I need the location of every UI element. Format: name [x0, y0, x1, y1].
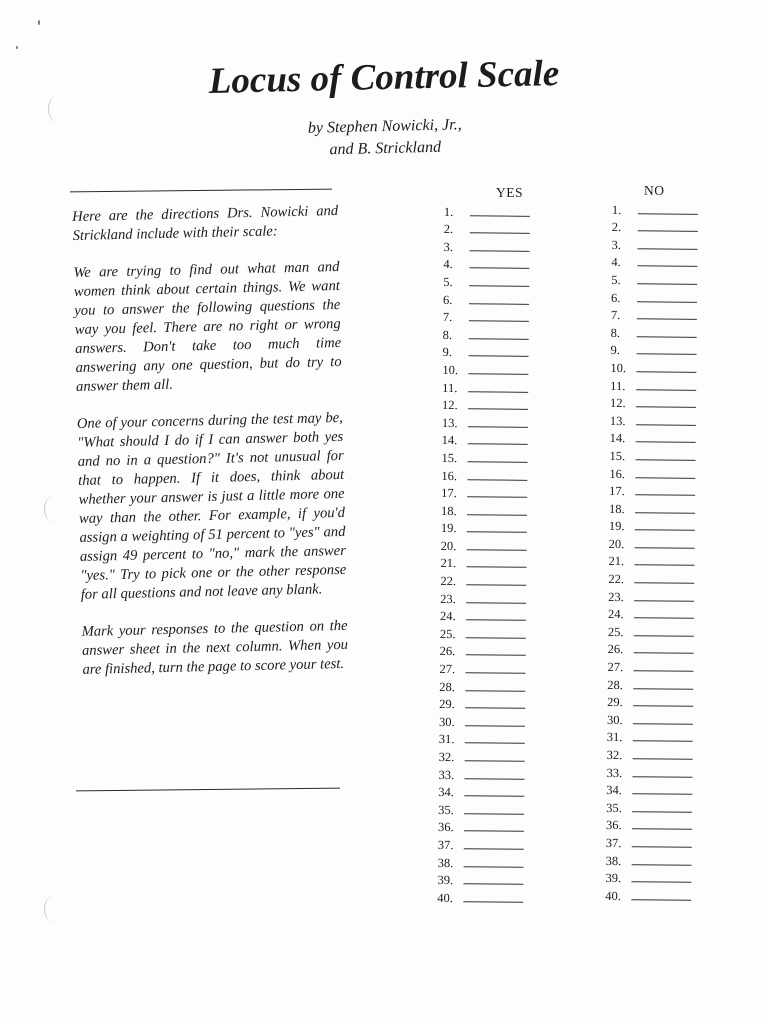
no-answer-column	[605, 200, 698, 905]
punch-hole-mark	[44, 496, 63, 522]
no-answer-blank[interactable]	[633, 758, 693, 760]
directions-text	[72, 202, 349, 698]
yes-answer-row	[438, 800, 524, 818]
no-answer-blank[interactable]	[637, 301, 697, 303]
no-answer-blank[interactable]	[638, 230, 698, 232]
yes-answer-blank[interactable]	[468, 444, 528, 446]
no-answer-blank[interactable]	[637, 318, 697, 320]
question-number: 1.	[611, 202, 622, 217]
question-number: 13.	[441, 415, 458, 430]
no-answer-blank[interactable]	[636, 459, 696, 461]
no-answer-blank[interactable]	[631, 899, 691, 901]
yes-answer-row	[438, 853, 524, 871]
question-number: 1.	[443, 204, 454, 219]
yes-answer-blank[interactable]	[465, 725, 525, 727]
no-answer-blank[interactable]	[634, 565, 694, 567]
yes-answer-row	[440, 624, 526, 642]
no-answer-blank[interactable]	[636, 406, 696, 408]
yes-answer-blank[interactable]	[469, 356, 529, 358]
question-number: 18.	[440, 503, 457, 518]
no-answer-row	[610, 376, 696, 394]
no-answer-row	[608, 552, 694, 570]
question-number: 3.	[443, 239, 454, 254]
no-answer-row	[605, 886, 691, 904]
yes-answer-blank[interactable]	[469, 268, 529, 270]
scan-speck	[38, 20, 40, 25]
directions-intro: Here are the directions Drs. Nowicki and Strickland include with their scale:	[72, 202, 339, 244]
no-answer-row	[611, 270, 697, 288]
no-answer-blank[interactable]	[634, 653, 694, 655]
question-number: 38.	[605, 853, 622, 868]
no-answer-row	[612, 218, 698, 236]
no-answer-blank[interactable]	[632, 864, 692, 866]
question-number: 28.	[607, 677, 624, 692]
yes-answer-row	[444, 202, 530, 220]
question-number: 10.	[610, 360, 627, 376]
question-number: 14.	[441, 433, 458, 448]
question-number: 25.	[607, 624, 624, 639]
question-number: 35.	[606, 800, 622, 815]
question-number: 5.	[611, 272, 621, 288]
question-number: 15.	[609, 448, 626, 464]
yes-answer-blank[interactable]	[469, 303, 529, 305]
no-answer-blank[interactable]	[635, 530, 695, 532]
question-number: 30.	[438, 714, 455, 729]
question-number: 11.	[610, 378, 626, 393]
no-answer-blank[interactable]	[633, 670, 693, 672]
yes-answer-blank[interactable]	[463, 883, 523, 885]
yes-answer-row	[441, 501, 527, 519]
yes-answer-blank[interactable]	[465, 690, 525, 692]
yes-answer-blank[interactable]	[468, 461, 528, 463]
yes-answer-blank[interactable]	[467, 532, 527, 534]
no-answer-row	[611, 288, 697, 306]
yes-answer-blank[interactable]	[466, 637, 526, 639]
question-number: 39.	[605, 871, 622, 886]
no-answer-blank[interactable]	[634, 582, 694, 584]
question-number: 34.	[438, 785, 455, 800]
no-answer-row	[611, 253, 697, 271]
yes-answer-column	[437, 202, 530, 907]
no-answer-blank[interactable]	[638, 248, 698, 250]
yes-answer-blank[interactable]	[464, 831, 524, 833]
yes-answer-blank[interactable]	[465, 707, 525, 709]
yes-answer-blank[interactable]	[468, 426, 528, 428]
question-number: 4.	[611, 255, 621, 270]
no-answer-row	[609, 481, 695, 499]
yes-answer-row	[442, 343, 528, 361]
yes-answer-row	[443, 308, 529, 326]
no-answer-row	[607, 675, 693, 693]
no-answer-row	[608, 605, 694, 623]
yes-answer-blank[interactable]	[465, 672, 525, 674]
yes-column-header: YES	[496, 185, 524, 200]
question-number: 13.	[609, 413, 626, 428]
yes-answer-row	[442, 431, 528, 449]
question-number: 6.	[442, 292, 453, 307]
no-answer-row	[605, 869, 691, 887]
question-number: 24.	[439, 609, 456, 624]
yes-answer-row	[441, 519, 527, 537]
question-number: 40.	[605, 888, 622, 903]
yes-answer-row	[438, 818, 524, 836]
yes-answer-row	[443, 237, 529, 255]
no-answer-row	[611, 235, 697, 253]
yes-answer-blank[interactable]	[467, 479, 527, 481]
question-number: 17.	[609, 484, 625, 499]
no-answer-blank[interactable]	[637, 354, 697, 356]
question-number: 27.	[607, 660, 624, 675]
yes-answer-blank[interactable]	[470, 215, 530, 217]
punch-hole-mark	[48, 96, 67, 122]
yes-answer-blank[interactable]	[469, 285, 529, 287]
yes-answer-row	[441, 536, 527, 554]
no-answer-row	[607, 745, 693, 763]
yes-answer-row	[437, 871, 523, 889]
question-number: 2.	[611, 220, 622, 235]
question-number: 31.	[606, 730, 623, 745]
no-answer-blank[interactable]	[632, 811, 692, 813]
question-number: 6.	[610, 290, 621, 305]
no-answer-row	[609, 499, 695, 517]
no-answer-blank[interactable]	[633, 723, 693, 725]
yes-answer-blank[interactable]	[466, 567, 526, 569]
question-number: 29.	[607, 695, 623, 710]
directions-paragraph-1: We are trying to find out what man and women think about certain things. We want you to answer the following questions the way you feel. There are no right or wrong answers. Don't take too much time answering any one question, but do try to answer them all.	[73, 258, 342, 395]
yes-answer-row	[441, 448, 527, 466]
question-number: 33.	[438, 767, 455, 782]
yes-answer-row	[442, 413, 528, 431]
yes-answer-row	[443, 272, 529, 290]
question-number: 3.	[611, 237, 622, 252]
no-answer-blank[interactable]	[637, 266, 697, 268]
yes-answer-blank[interactable]	[467, 514, 527, 516]
question-number: 33.	[606, 765, 623, 780]
question-number: 23.	[608, 589, 624, 604]
yes-answer-row	[439, 659, 525, 677]
yes-answer-row	[443, 290, 529, 308]
question-number: 7.	[610, 308, 621, 323]
yes-answer-blank[interactable]	[468, 408, 528, 410]
yes-answer-row	[442, 360, 528, 378]
directions-paragraph-3: Mark your responses to the question on the answer sheet in the next column. When you are finished, turn the page to score your test.	[81, 617, 349, 678]
yes-answer-blank[interactable]	[466, 602, 526, 604]
question-number: 21.	[608, 554, 625, 569]
question-number: 8.	[442, 327, 453, 342]
no-answer-row	[608, 569, 694, 587]
question-number: 36.	[437, 820, 454, 835]
yes-answer-row	[439, 712, 525, 730]
yes-answer-blank[interactable]	[466, 584, 526, 586]
yes-answer-row	[440, 571, 526, 589]
no-answer-blank[interactable]	[632, 793, 692, 795]
question-number: 25.	[439, 626, 456, 641]
no-answer-blank[interactable]	[636, 371, 696, 373]
yes-answer-row	[439, 747, 525, 765]
question-number: 5.	[443, 274, 453, 290]
question-number: 23.	[440, 591, 456, 606]
yes-answer-blank[interactable]	[464, 866, 524, 868]
no-answer-row	[609, 517, 695, 535]
no-answer-row	[606, 833, 692, 851]
yes-answer-blank[interactable]	[463, 901, 523, 903]
byline-author-2: and B. Strickland	[329, 138, 442, 159]
question-number: 7.	[442, 310, 453, 325]
yes-answer-row	[438, 765, 524, 783]
no-answer-blank[interactable]	[635, 494, 695, 496]
no-answer-blank[interactable]	[635, 512, 695, 514]
yes-answer-blank[interactable]	[468, 391, 528, 393]
no-answer-blank[interactable]	[633, 741, 693, 743]
question-number: 9.	[442, 345, 452, 360]
yes-answer-row	[440, 589, 526, 607]
no-answer-blank[interactable]	[638, 213, 698, 215]
directions-paragraph-2: One of your concerns during the test may be, "What should I do if I can answer both yes and no in a question?" It's not unusual for that to happen. If it does, think about whether your answer is just a little more one way than the other. For example, if you'd assign a weighting of 51 percent to "yes" and assign 49 percent to "no," mark the answer "yes." Try to pick one or the other response for all questions and not leave any blank.	[76, 409, 347, 603]
yes-answer-row	[438, 783, 524, 801]
question-number: 12.	[609, 396, 626, 411]
question-number: 31.	[438, 732, 455, 747]
question-number: 20.	[608, 536, 625, 552]
yes-answer-blank[interactable]	[469, 320, 529, 322]
question-number: 30.	[606, 712, 623, 727]
no-answer-row	[610, 341, 696, 359]
no-answer-blank[interactable]	[633, 705, 693, 707]
top-divider	[70, 189, 332, 193]
question-number: 37.	[437, 837, 454, 853]
question-number: 32.	[606, 747, 623, 763]
yes-answer-blank[interactable]	[468, 373, 528, 375]
question-number: 9.	[610, 343, 620, 358]
yes-answer-blank[interactable]	[466, 655, 526, 657]
question-number: 4.	[443, 257, 453, 272]
question-number: 20.	[440, 538, 457, 554]
question-number: 26.	[439, 644, 456, 659]
question-number: 2.	[443, 222, 454, 237]
question-number: 14.	[609, 431, 626, 446]
question-number: 29.	[439, 697, 455, 712]
no-answer-blank[interactable]	[637, 336, 697, 338]
question-number: 39.	[437, 873, 454, 888]
question-number: 16.	[441, 468, 458, 483]
yes-answer-row	[443, 325, 529, 343]
yes-answer-blank[interactable]	[464, 813, 524, 815]
yes-answer-row	[440, 554, 526, 572]
question-number: 10.	[442, 362, 459, 378]
no-answer-blank[interactable]	[634, 600, 694, 602]
question-number: 8.	[610, 325, 621, 340]
yes-answer-row	[439, 695, 525, 713]
yes-answer-row	[438, 835, 524, 853]
no-answer-blank[interactable]	[634, 617, 694, 619]
no-answer-blank[interactable]	[632, 829, 692, 831]
yes-answer-blank[interactable]	[466, 619, 526, 621]
no-answer-blank[interactable]	[636, 442, 696, 444]
no-answer-row	[606, 851, 692, 869]
question-number: 19.	[440, 521, 457, 536]
yes-answer-blank[interactable]	[470, 250, 530, 252]
no-answer-row	[609, 464, 695, 482]
no-answer-row	[606, 798, 692, 816]
no-answer-row	[607, 693, 693, 711]
yes-answer-blank[interactable]	[464, 795, 524, 797]
question-number: 21.	[440, 556, 457, 571]
yes-answer-blank[interactable]	[465, 743, 525, 745]
yes-answer-row	[442, 378, 528, 396]
question-number: 15.	[441, 450, 458, 466]
no-answer-blank[interactable]	[635, 477, 695, 479]
no-column-header: NO	[644, 183, 665, 198]
yes-answer-row	[439, 677, 525, 695]
question-number: 38.	[437, 855, 454, 870]
no-answer-row	[610, 394, 696, 412]
no-answer-row	[609, 534, 695, 552]
question-number: 17.	[441, 486, 457, 501]
no-answer-row	[607, 728, 693, 746]
question-number: 40.	[437, 890, 454, 905]
no-answer-row	[610, 429, 696, 447]
question-number: 35.	[438, 802, 454, 817]
no-answer-blank[interactable]	[636, 389, 696, 391]
no-answer-row	[609, 446, 695, 464]
yes-answer-blank[interactable]	[467, 496, 527, 498]
no-answer-blank[interactable]	[636, 424, 696, 426]
question-number: 27.	[439, 662, 456, 677]
no-answer-blank[interactable]	[634, 635, 694, 637]
question-number: 37.	[605, 835, 622, 851]
no-answer-row	[606, 781, 692, 799]
question-number: 11.	[442, 380, 458, 395]
yes-answer-blank[interactable]	[465, 760, 525, 762]
page-title: Locus of Control Scale	[208, 53, 560, 102]
question-number: 22.	[440, 574, 457, 589]
yes-answer-blank[interactable]	[469, 338, 529, 340]
question-number: 18.	[608, 501, 625, 516]
question-number: 32.	[438, 749, 455, 765]
question-number: 12.	[441, 398, 458, 413]
no-answer-row	[611, 323, 697, 341]
no-answer-row	[608, 587, 694, 605]
yes-answer-row	[440, 642, 526, 660]
yes-answer-row	[437, 888, 523, 906]
no-answer-row	[612, 200, 698, 218]
yes-answer-row	[442, 396, 528, 414]
byline	[250, 113, 521, 163]
yes-answer-blank[interactable]	[470, 232, 530, 234]
scan-speck	[16, 46, 18, 49]
no-answer-blank[interactable]	[637, 283, 697, 285]
yes-answer-row	[441, 466, 527, 484]
punch-hole-mark	[44, 896, 63, 922]
question-number: 26.	[607, 642, 624, 657]
yes-answer-blank[interactable]	[464, 778, 524, 780]
question-number: 19.	[608, 519, 625, 534]
no-answer-row	[606, 763, 692, 781]
no-answer-row	[606, 816, 692, 834]
no-answer-row	[607, 657, 693, 675]
no-answer-blank[interactable]	[632, 846, 692, 848]
question-number: 16.	[609, 466, 626, 481]
no-answer-blank[interactable]	[635, 547, 695, 549]
no-answer-blank[interactable]	[633, 688, 693, 690]
question-number: 34.	[606, 783, 623, 798]
no-answer-blank[interactable]	[632, 776, 692, 778]
no-answer-row	[608, 640, 694, 658]
yes-answer-blank[interactable]	[467, 549, 527, 551]
yes-answer-blank[interactable]	[464, 848, 524, 850]
yes-answer-row	[444, 220, 530, 238]
question-number: 24.	[607, 607, 624, 622]
no-answer-row	[611, 306, 697, 324]
question-number: 36.	[605, 818, 622, 833]
no-answer-row	[608, 622, 694, 640]
question-number: 22.	[608, 572, 625, 587]
bottom-divider	[76, 788, 340, 792]
yes-answer-row	[440, 607, 526, 625]
no-answer-row	[610, 358, 696, 376]
yes-answer-row	[443, 255, 529, 273]
yes-answer-row	[439, 730, 525, 748]
yes-answer-row	[441, 483, 527, 501]
no-answer-row	[610, 411, 696, 429]
byline-author-1: by Stephen Nowicki, Jr.,	[307, 116, 462, 137]
question-number: 28.	[439, 679, 456, 694]
no-answer-blank[interactable]	[631, 881, 691, 883]
no-answer-row	[607, 710, 693, 728]
